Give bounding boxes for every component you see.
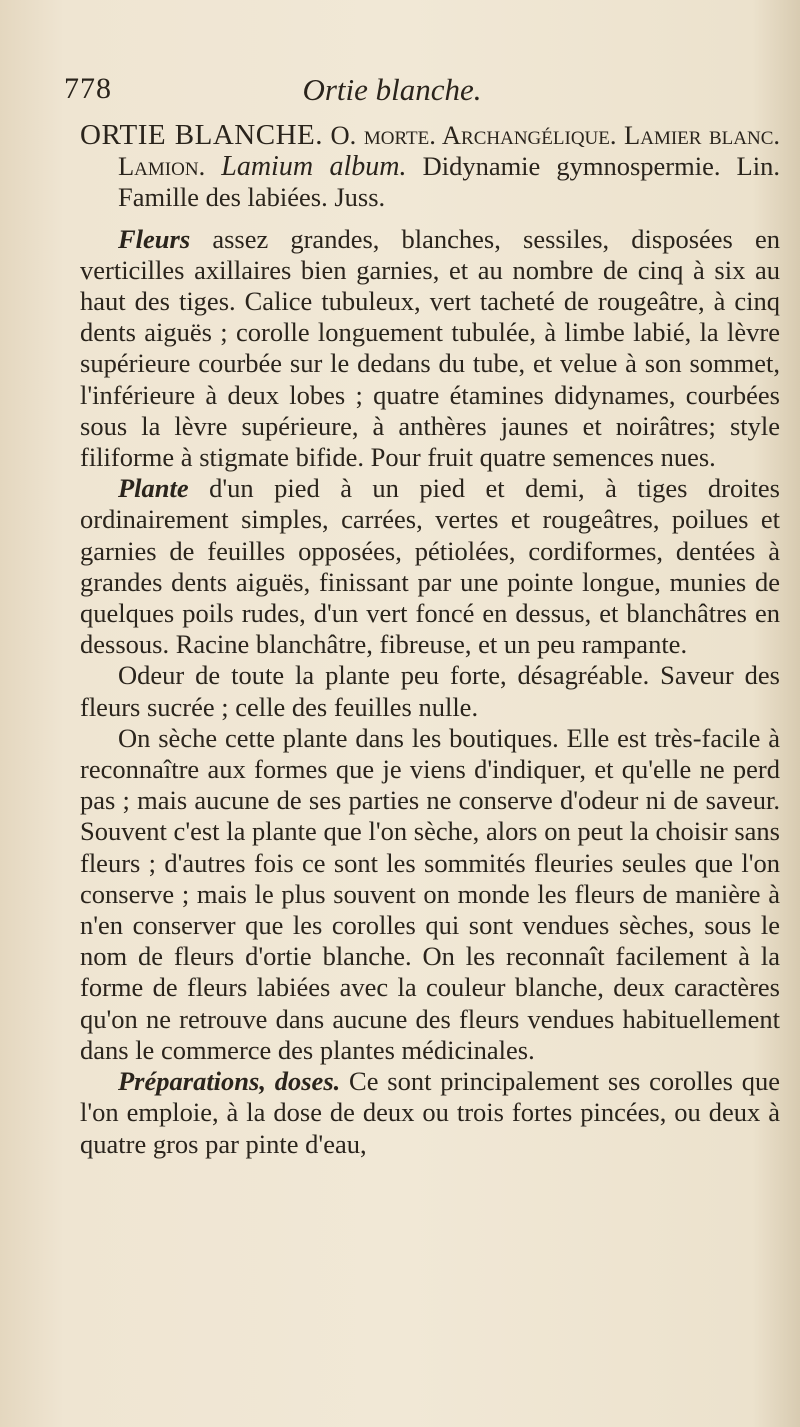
paragraph-odeur: Odeur de toute la plante peu forte, désagréable. Saveur des fleurs sucrée ; celle des feuilles nulle. <box>80 660 780 722</box>
paragraph-sechage: On sèche cette plante dans les boutiques. Elle est très-facile à reconnaître aux formes que je viens d'indiquer, et qu'elle ne perd pas ; mais aucune de ses parties ne conserve d'odeur ni de saveur. Souvent c'est la plante que l'on sèche, alors on peut la choisir sans fleurs ; d'autres fois ce sont les sommités fleuries seules que l'on conserve ; mais le plus souvent on monde les fleurs de manière à n'en conserver que les corolles qui sont vendues sèches, sous le nom de fleurs d'ortie blanche. On les reconnaît facilement à la forme de fleurs labiées avec la couleur blanche, deux caractères qu'on ne retrouve dans aucune des fleurs vendues habituellement dans le commerce des plantes médicinales. <box>80 722 780 1065</box>
body-text <box>80 120 780 1160</box>
paragraph-text-fleurs: assez grandes, blanches, sessiles, disposées en verticilles axillaires bien garnies, et au nombre de cinq à six au haut des tiges. Calice tubuleux, vert tacheté de rougeâtre, à cinq dents aiguës ; corolle longuement tubulée, à limbe labié, la lèvre supérieure courbée sur le dedans du tube, et velue à son sommet, l'inférieure à deux lobes ; quatre étamines didynames, courbées sous la lèvre supérieure, à anthères jaunes et noirâtres; style filiforme à stigmate bifide. Pour fruit quatre semences nues. <box>80 223 780 473</box>
running-head <box>64 72 760 112</box>
page-number: 778 <box>64 72 112 105</box>
entry-heading <box>80 120 780 214</box>
paragraph-plante <box>80 473 780 660</box>
entry-synonyms: O. morte. Archangélique. Lamier blanc. Lamion. <box>118 120 781 182</box>
paragraph-text-preparations: Ce sont principalement ses corolles que l'on emploie, à la dose de deux ou trois fortes pincées, ou deux à quatre gros par pinte d'eau, <box>80 1066 780 1159</box>
paragraph-text-plante: d'un pied à un pied et demi, à tiges droites ordinairement simples, carrées, vertes et rougeâtres, poilues et garnies de feuilles opposées, pétiolées, cordiformes, dentées à grandes dents aiguës, finissant par une pointe longue, munies de quelques poils rudes, d'un vert foncé en dessus, et blanchâtres en dessous. Racine blanchâtre, fibreuse, et un peu rampante. <box>80 473 780 660</box>
entry-latin-name: Lamium album. <box>221 151 407 183</box>
paragraph-fleurs <box>80 224 780 474</box>
entry-classification: Didynamie gymnospermie. Lin. Famille des labiées. Juss. <box>118 151 780 213</box>
paragraph-lead-plante: Plante <box>118 473 189 504</box>
running-title: Ortie blanche. <box>302 72 482 107</box>
paragraph-lead-preparations: Préparations, doses. <box>118 1066 341 1097</box>
paragraph-lead-fleurs: Fleurs <box>118 223 191 254</box>
paragraph-preparations <box>80 1066 780 1160</box>
entry-headword: ORTIE BLANCHE. <box>80 119 323 151</box>
